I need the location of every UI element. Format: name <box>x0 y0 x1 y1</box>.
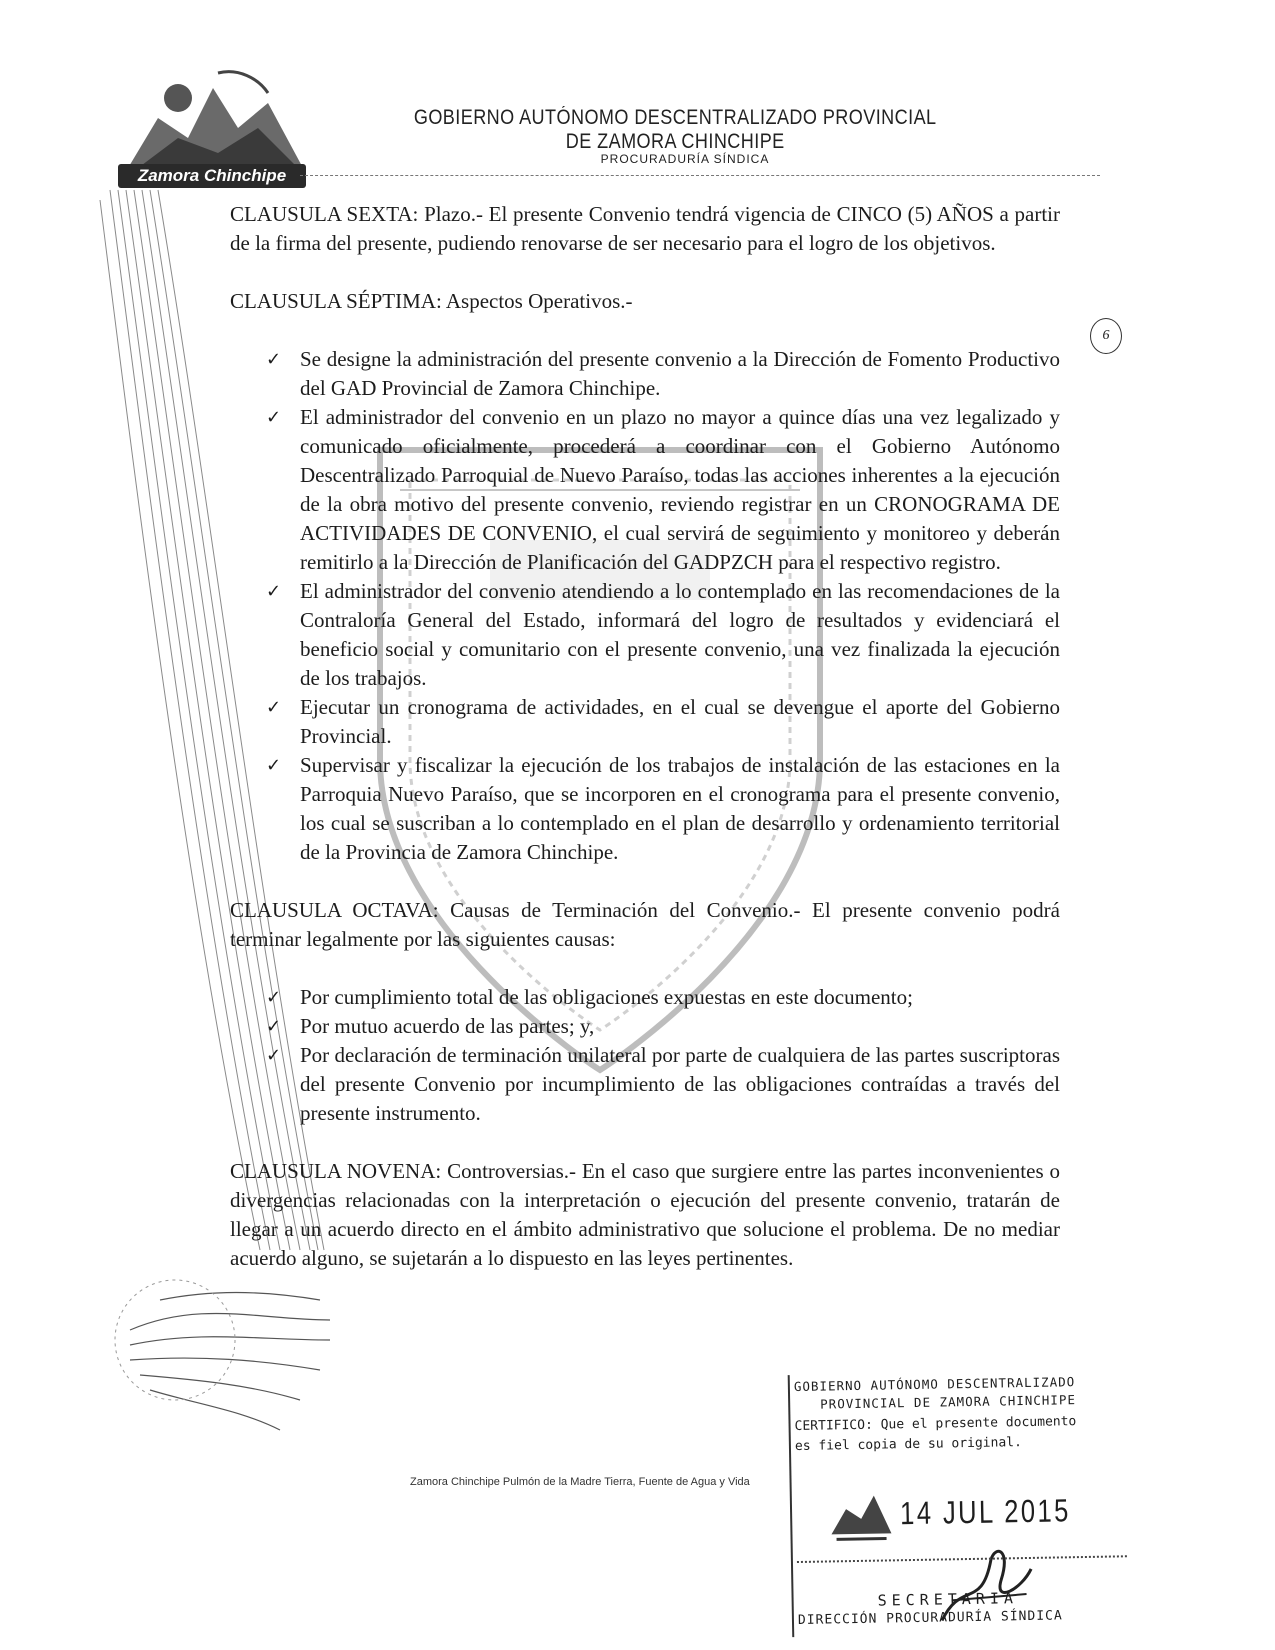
stamp-line: CERTIFICO: Que el presente documento <box>794 1414 1077 1435</box>
clause-text: Controversias.- En el caso que surgiere entre las partes inconvenientes o divergencias relacionadas con la interpretación o ejecución del presente convenio, tratarán de llegar a un acuerdo directo en el ámbito administrativo que solucione el problema. De no mediar acuerdo alguno, se sujetarán a lo dispuesto en las leyes pertinentes. <box>230 1159 1060 1270</box>
clause-heading: CLAUSULA OCTAVA: <box>230 898 439 922</box>
check-icon: ✓ <box>266 1016 282 1037</box>
stamp-line: PROVINCIAL DE ZAMORA CHINCHIPE <box>820 1392 1077 1412</box>
list-item: ✓ Ejecutar un cronograma de actividades, en el cual se devengue el aporte del Gobierno Provincial. <box>266 695 1060 748</box>
stamp-role: SECRETARIA <box>877 1589 1019 1610</box>
stamp-emblem-icon <box>826 1483 897 1544</box>
clause-octava-list <box>230 983 1060 1128</box>
header-divider <box>300 175 1100 176</box>
clause-text: Aspectos Operativos.- <box>441 289 633 313</box>
clause-heading: CLAUSULA NOVENA: <box>230 1159 442 1183</box>
check-icon: ✓ <box>266 697 282 718</box>
list-item: ✓ El administrador del convenio atendiendo a lo contemplado en las recomendaciones de la Contraloría General del Estado, informará del logro de resultados y evidenciará el beneficio social y comunitario con el presente convenio, una vez finalizada la ejecución de los trabajos. <box>266 579 1060 690</box>
clause-novena <box>230 1157 1060 1273</box>
check-icon: ✓ <box>266 1045 282 1066</box>
list-item: ✓ Supervisar y fiscalizar la ejecución de los trabajos de instalación de las estaciones en la Parroquia Nuevo Paraíso, que se incorporen en el cronograma para el presente convenio, los cual se suscriban a lo contemplado en el plan de desarrollo y ordenamiento territorial de la Provincia de Zamora Chinchipe. <box>266 753 1060 864</box>
header-subtitle: PROCURADURÍA SÍNDICA <box>600 152 770 166</box>
clause-heading: CLAUSULA SEXTA: <box>230 202 419 226</box>
clause-octava <box>230 896 1060 954</box>
page-number: 6 <box>1090 318 1122 354</box>
list-item: ✓ Por mutuo acuerdo de las partes; y, <box>230 1012 1060 1041</box>
clause-text: Causas de Terminación del Convenio.- El presente convenio podrá terminar legalmente por las siguientes causas: <box>230 898 1060 951</box>
footer-motto: Zamora Chinchipe Pulmón de la Madre Tierra, Fuente de Agua y Vida <box>410 1476 750 1488</box>
stamp-line: es fiel copia de su original. <box>794 1435 1023 1455</box>
list-item: ✓ El administrador del convenio en un plazo no mayor a quince días una vez legalizado y comunicado oficialmente, procederá a coordinar con el Gobierno Autónomo Descentralizado Parroquial de Nuevo Paraíso, todas las acciones inherentes a la ejecución de la obra motivo del presente convenio, reviendo registrar en un CRONOGRAMA DE ACTIVIDADES DE CONVENIO, el cual servirá de seguimiento y monitoreo y deberán remitirlo a la Dirección de Planificación del GADPZCH para el respectivo registro. <box>266 405 1060 574</box>
stamp-line: GOBIERNO AUTÓNOMO DESCENTRALIZADO <box>793 1374 1076 1395</box>
clause-text: Plazo.- El presente Convenio tendrá vigencia de CINCO (5) AÑOS a partir de la firma del presente, pudiendo renovarse de ser necesario para el logro de los objetivos. <box>230 202 1060 255</box>
stamp-date: 14 JUL 2015 <box>899 1492 1072 1532</box>
check-icon: ✓ <box>266 581 282 602</box>
check-icon: ✓ <box>266 755 282 776</box>
list-item: ✓ Por declaración de terminación unilateral por parte de cualquiera de las partes suscriptoras del presente Convenio por incumplimiento de las obligaciones contraídas a través del presente instrumento. <box>266 1043 1060 1125</box>
check-icon: ✓ <box>266 407 282 428</box>
clause-heading: CLAUSULA SÉPTIMA: <box>230 289 442 313</box>
check-icon: ✓ <box>266 349 282 370</box>
stamp-department: DIRECCIÓN PROCURADURÍA SÍNDICA <box>797 1608 1063 1629</box>
check-icon: ✓ <box>266 987 282 1008</box>
certification-stamp <box>788 1369 1153 1643</box>
list-item: ✓ Por cumplimiento total de las obligaciones expuestas en este documento; <box>230 983 1060 1012</box>
header-title: GOBIERNO AUTÓNOMO DESCENTRALIZADO PROVINCIAL DE ZAMORA CHINCHIPE <box>413 106 937 153</box>
logo-label: Zamora Chinchipe <box>118 164 306 188</box>
clause-septima-list <box>230 345 1060 867</box>
clause-sexta <box>230 200 1060 258</box>
list-item: ✓ Se designe la administración del presente convenio a la Dirección de Fomento Productivo del GAD Provincial de Zamora Chinchipe. <box>266 347 1060 400</box>
clause-septima <box>230 287 1060 316</box>
document-body <box>230 200 1060 1273</box>
